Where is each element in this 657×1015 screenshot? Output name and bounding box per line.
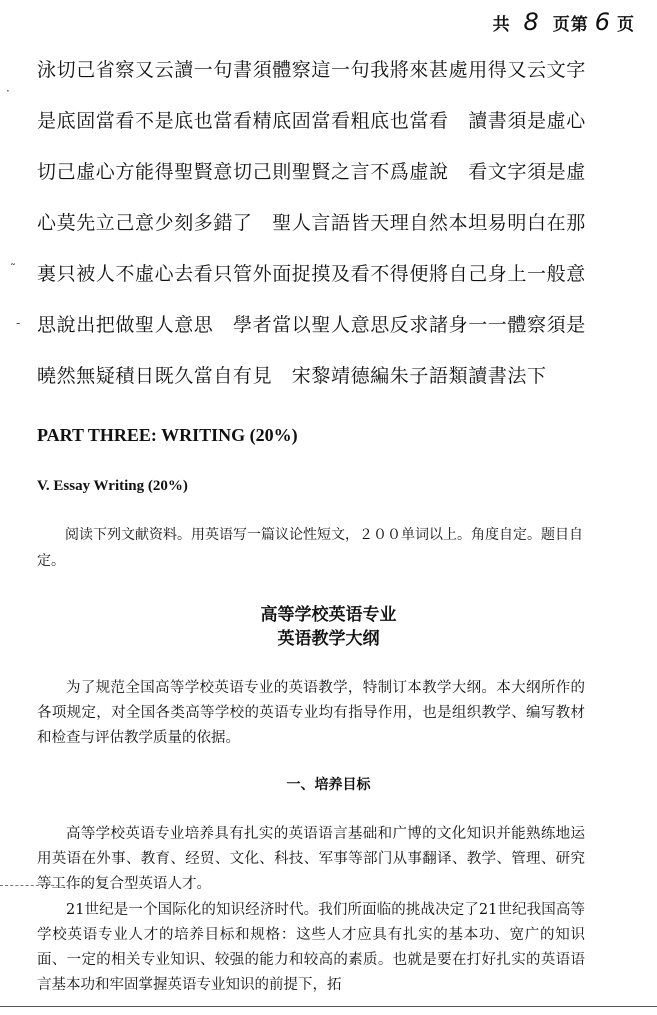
- section1-heading: 一、培养目标: [286, 777, 371, 793]
- classical-line: 是底固當看不是底也當看精底固當看粗底也當看 讀書須是虛心: [37, 110, 586, 132]
- classical-line: 思說出把做聖人意思 學者當以聖人意思反求諸身一一體察須是: [37, 314, 586, 336]
- total-pages-handwritten: 8: [523, 8, 540, 36]
- classical-line: 裏只被人不虛心去看只管外面捉摸及看不得便將自己身上一般意: [37, 263, 586, 285]
- scan-speck: -: [16, 316, 21, 330]
- document-title-line1: 高等学校英语专业: [260, 605, 397, 625]
- scan-speck: ·: [6, 84, 10, 98]
- header-prefix: 共: [492, 15, 511, 35]
- essay-instruction: 阅读下列文献资料。用英语写一篇议论性短文，２００单词以上。角度自定。题目自定。: [37, 527, 583, 569]
- classical-chinese-passage: [37, 56, 637, 413]
- scan-artifact-dash: [0, 885, 90, 886]
- part-title: PART THREE: WRITING (20%): [37, 425, 298, 445]
- document-title-line2: 英语教学大纲: [277, 629, 380, 649]
- bottom-rule: [0, 1006, 657, 1007]
- classical-line: 曉然無疑積日既久當自有見 宋黎靖德編朱子語類讀書法下: [37, 365, 547, 387]
- section1-paragraph2: 21世纪是一个国际化的知识经济时代。我们所面临的挑战决定了21世纪我国高等学校英语专业人才的培养目标和规格：这些人才应具有扎实的基本功、宽广的知识面、一定的相关专业知识、较强的能力和较高的素质。也就是要在打好扎实的英语语言基本功和牢固掌握英语专业知识的前提下，拓: [37, 902, 585, 993]
- page-header: [493, 8, 635, 36]
- section-title: V. Essay Writing (20%): [37, 478, 188, 494]
- document-intro-paragraph: 为了规范全国高等学校英语专业的英语教学，特制订本教学大纲。本大纲所作的各项规定，对全国各类高等学校的英语专业均有指导作用，也是组织教学、编写教材和检查与评估教学质量的依据。: [37, 680, 585, 746]
- header-suffix: 页: [617, 15, 635, 35]
- page-number-handwritten: 6: [594, 8, 611, 36]
- classical-line: 切己虛心方能得聖賢意切己則聖賢之言不爲虛說 看文字須是虛: [37, 161, 586, 183]
- header-middle: 页第: [552, 15, 589, 35]
- classical-line: 泳切己省察又云讀一句書須體察這一句我將來甚處用得又云文字: [37, 59, 586, 81]
- classical-line: 心莫先立己意少刻多錯了 聖人言語皆天理自然本坦易明白在那: [37, 212, 586, 234]
- section1-paragraph1: 高等学校英语专业培养具有扎实的英语语言基础和广博的文化知识并能熟练地运用英语在外事、教育、经贸、文化、科技、军事等部门从事翻译、教学、管理、研究等工作的复合型英语人才。: [37, 826, 585, 892]
- scan-speck: ˜: [10, 262, 16, 276]
